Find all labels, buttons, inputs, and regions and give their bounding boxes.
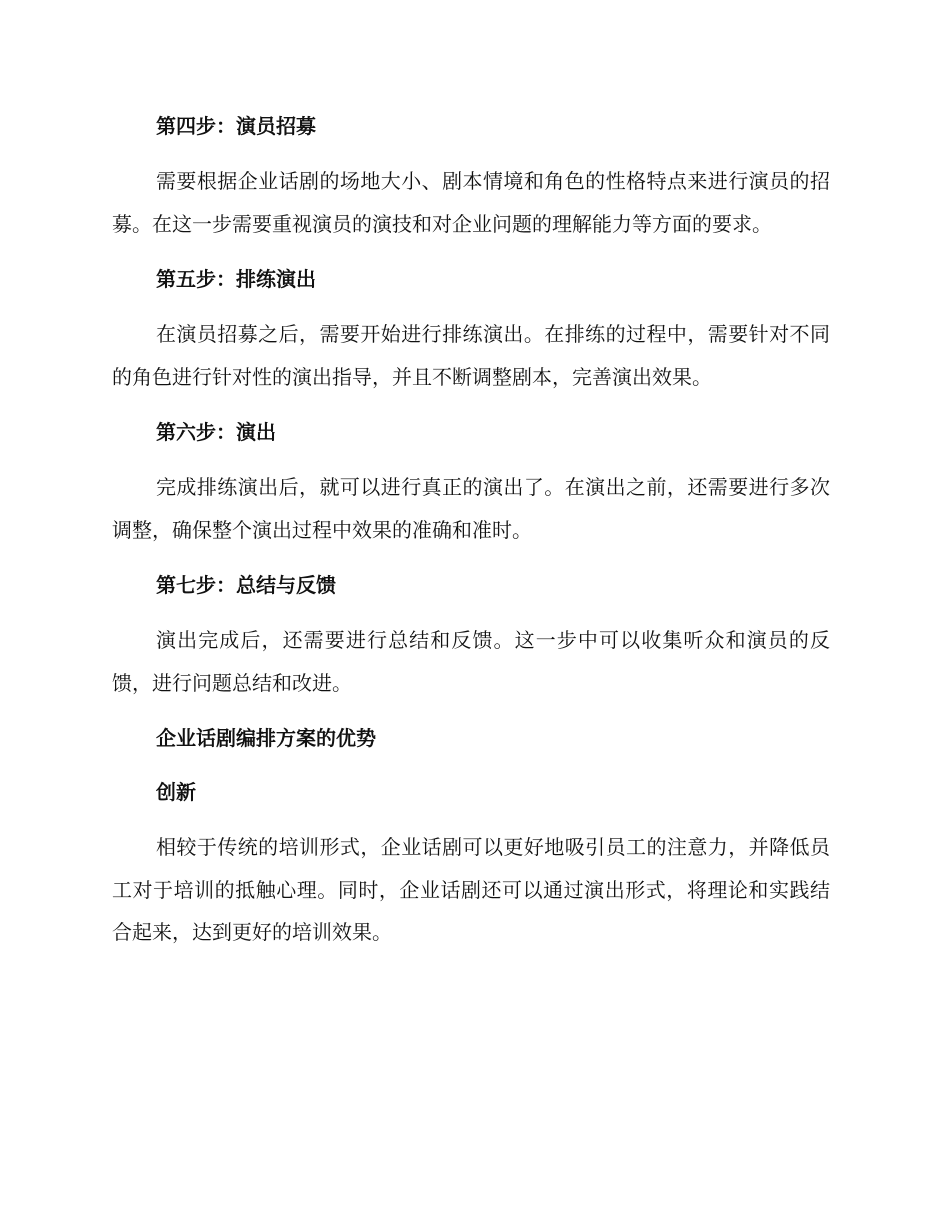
section-paragraph-step-7: 演出完成后，还需要进行总结和反馈。这一步中可以收集听众和演员的反馈，进行问题总结和改进。 xyxy=(112,628,830,695)
document-page xyxy=(112,106,830,954)
section-paragraph-step-5: 在演员招募之后，需要开始进行排练演出。在排练的过程中，需要针对不同的角色进行针对性的演出指导，并且不断调整剧本，完善演出效果。 xyxy=(112,322,830,389)
section-heading-step-5: 第五步：排练演出 xyxy=(156,267,316,291)
spacer xyxy=(112,704,830,718)
spacer xyxy=(112,245,830,259)
section-heading-step-4: 第四步：演员招募 xyxy=(156,114,316,138)
section-paragraph-step-4: 需要根据企业话剧的场地大小、剧本情境和角色的性格特点来进行演员的招募。在这一步需要重视演员的演技和对企业问题的理解能力等方面的要求。 xyxy=(112,169,830,236)
section-heading-step-7: 第七步：总结与反馈 xyxy=(156,573,336,597)
spacer xyxy=(112,758,830,772)
section-paragraph-step-6: 完成排练演出后，就可以进行真正的演出了。在演出之前，还需要进行多次调整，确保整个演出过程中效果的准确和准时。 xyxy=(112,475,830,542)
section-heading-step-6: 第六步：演出 xyxy=(156,420,276,444)
spacer xyxy=(112,299,830,313)
advantages-paragraph-innovation: 相较于传统的培训形式，企业话剧可以更好地吸引员工的注意力，并降低员工对于培训的抵触心理。同时，企业话剧还可以通过演出形式，将理论和实践结合起来，达到更好的培训效果。 xyxy=(112,835,830,944)
spacer xyxy=(112,452,830,466)
spacer xyxy=(112,605,830,619)
spacer xyxy=(112,398,830,412)
advantages-subheading-innovation: 创新 xyxy=(156,780,196,804)
advantages-title: 企业话剧编排方案的优势 xyxy=(156,726,376,750)
spacer xyxy=(112,551,830,565)
spacer xyxy=(112,146,830,160)
spacer xyxy=(112,812,830,826)
